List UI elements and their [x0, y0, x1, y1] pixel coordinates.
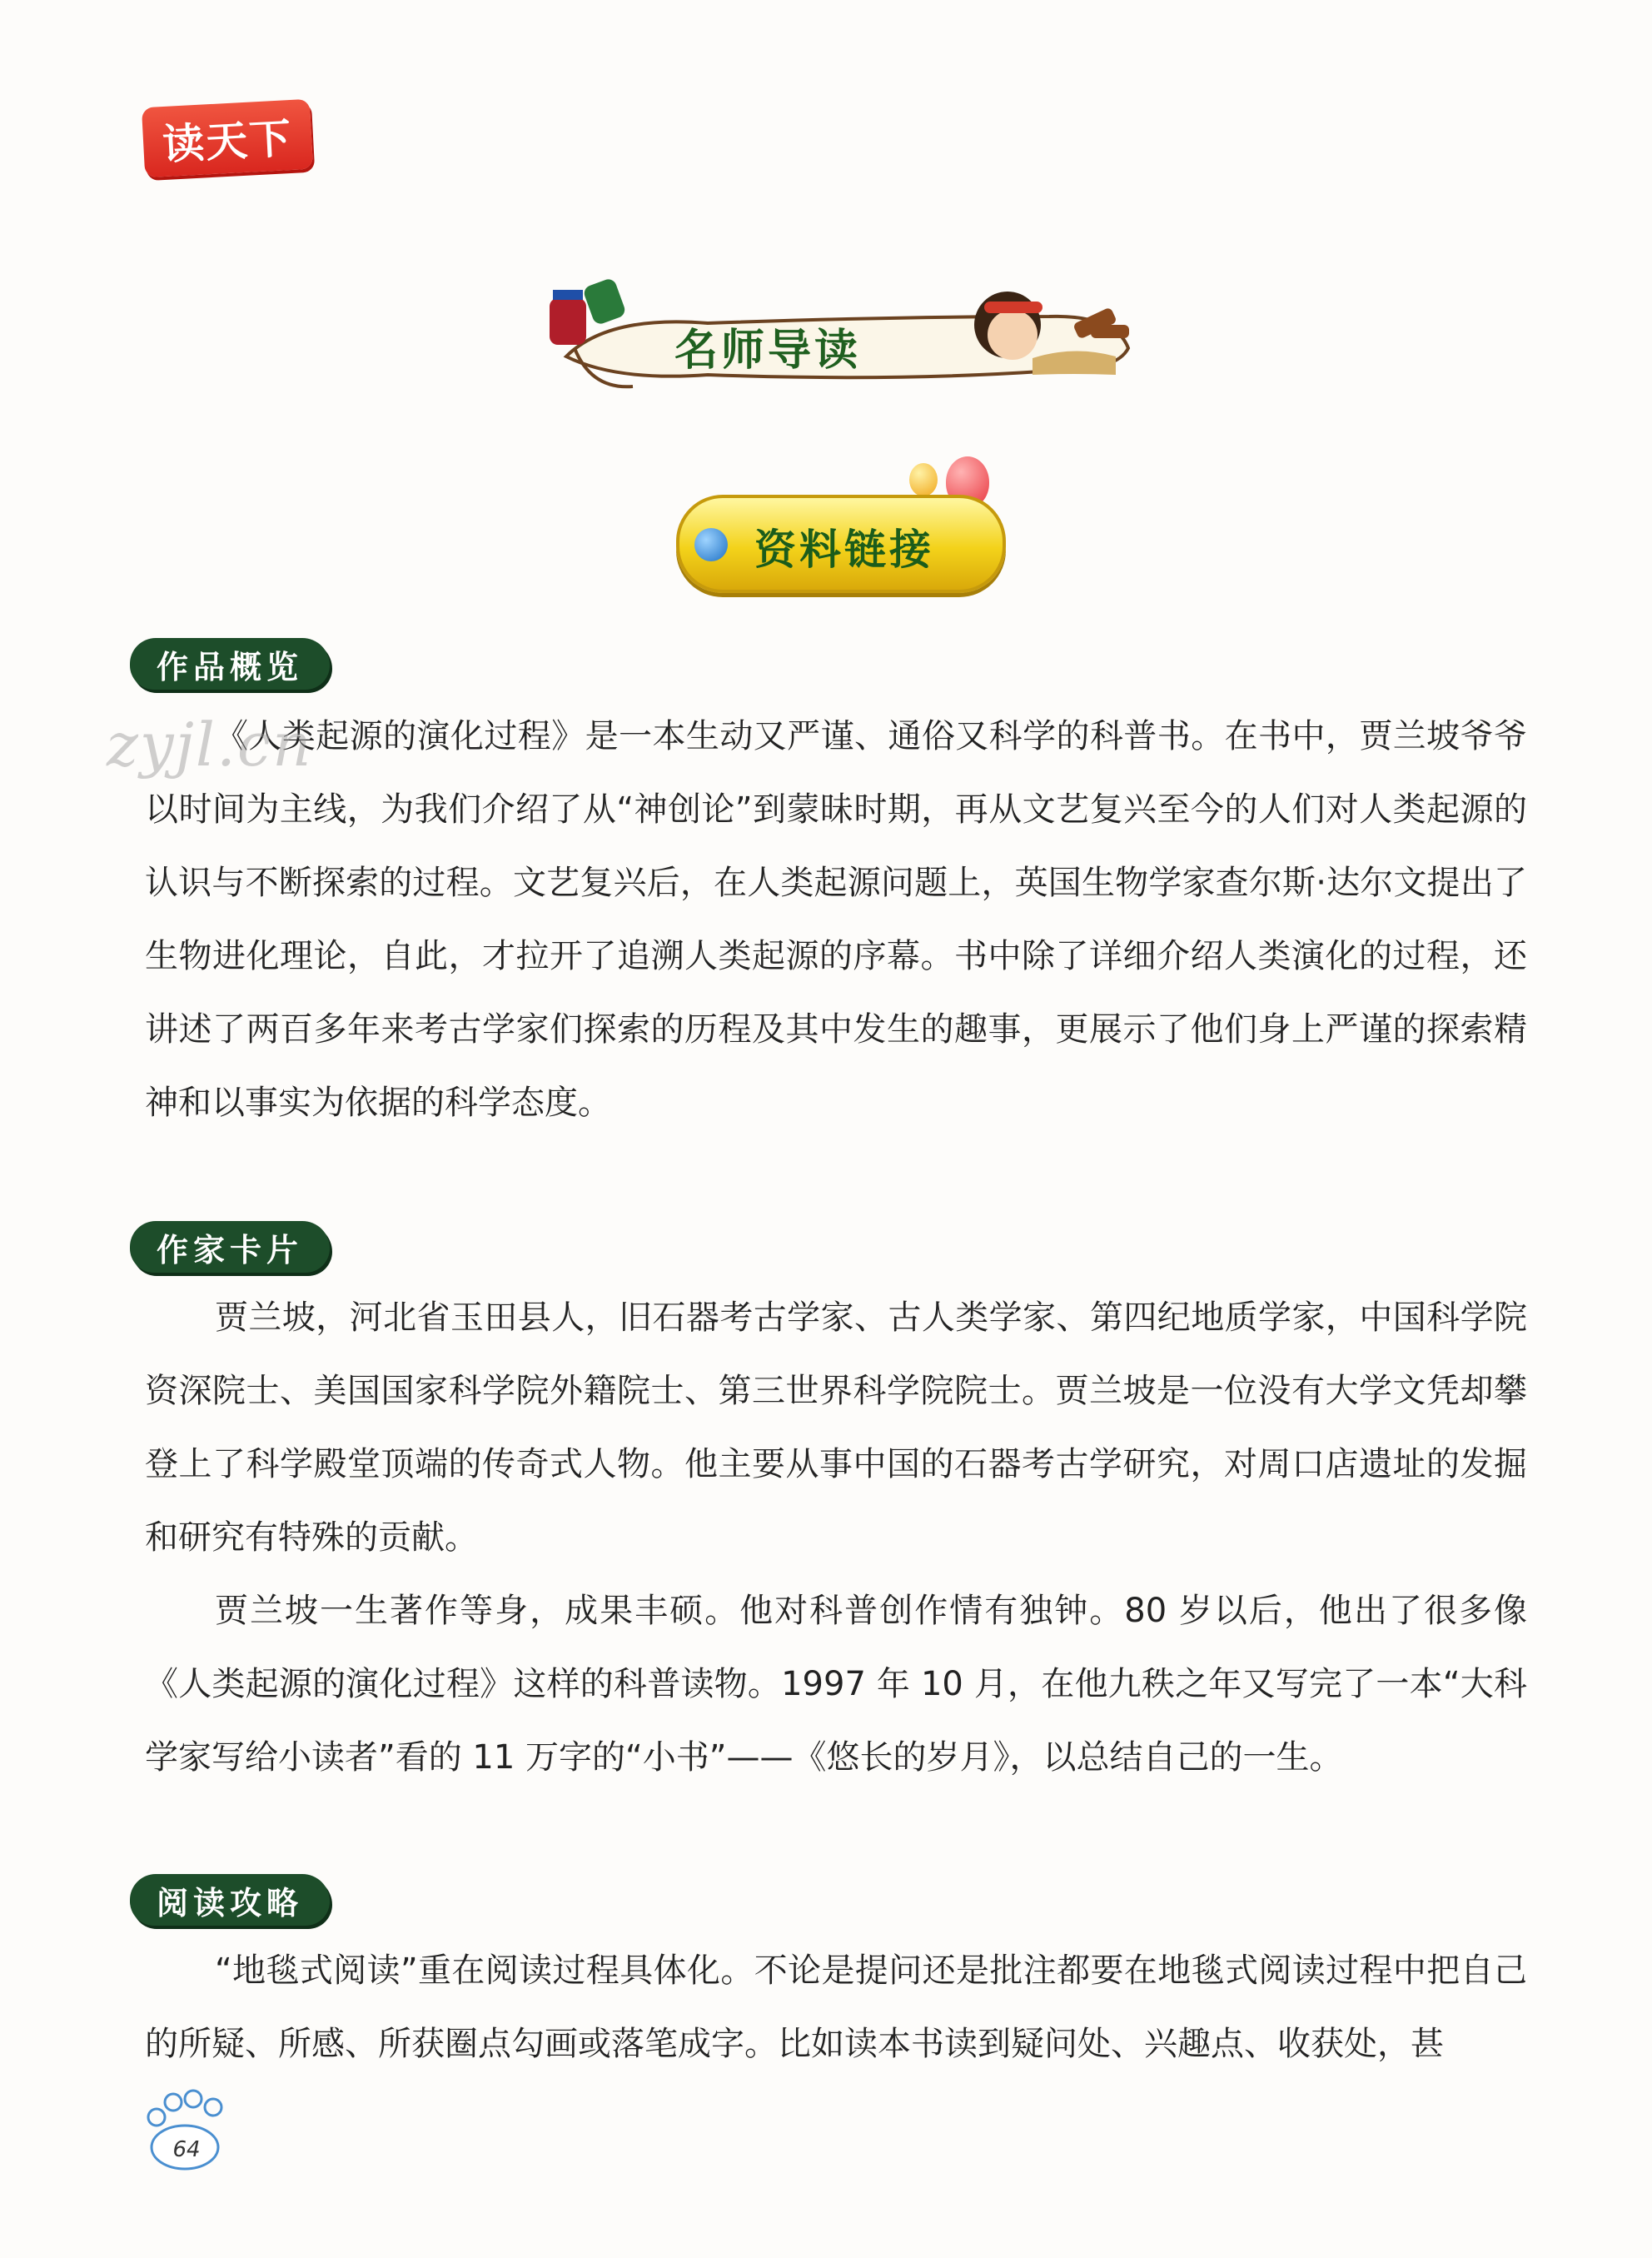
section-tag-overview: 作品概览	[130, 638, 330, 690]
brand-badge-label: 读天下	[161, 113, 294, 170]
page-number: 64	[172, 2137, 201, 2162]
author-paragraph-1: 贾兰坡，河北省玉田县人，旧石器考古学家、古人类学家、第四纪地质学家，中国科学院资深院士、美国国家科学院外籍院士、第三世界科学院院士。贾兰坡是一位没有大学文凭却攀登上了科学殿堂顶端的传奇式人物。他主要从事中国的石器考古学研究，对周口店遗址的发掘和研究有特殊的贡献。	[145, 1298, 1527, 1557]
section-tag-author: 作家卡片	[130, 1221, 330, 1273]
strategy-paragraph: “地毯式阅读”重在阅读过程具体化。不论是提问还是批注都要在地毯式阅读过程中把自己的所疑、所感、所获圈点勾画或落笔成字。比如读本书读到疑问处、兴趣点、收获处，甚	[145, 1951, 1527, 2063]
balloon-icon	[909, 463, 938, 496]
overview-paragraph: 《人类起源的演化过程》是一本生动又严谨、通俗又科学的科普书。在书中，贾兰坡爷爷以时间为主线，为我们介绍了从“神创论”到蒙昧时期，再从文艺复兴至今的人们对人类起源的认识与不断探索的过程。文艺复兴后，在人类起源问题上，英国生物学家查尔斯·达尔文提出了生物进化理论，自此，才拉开了追溯人类起源的序幕。书中除了详细介绍人类演化的过程，还讲述了两百多年来考古学家们探索的历程及其中发生的趣事，更展示了他们身上严谨的探索精神和以事实为依据的科学态度。	[145, 717, 1527, 1122]
author-paragraph-2: 贾兰坡一生著作等身，成果丰硕。他对科普创作情有独钟。80 岁以后，他出了很多像《人类起源的演化过程》这样的科普读物。1997 年 10 月，在他九秩之年又写完了一本“大科学家写给小读者”看的 11 万字的“小书”——《悠长的岁月》，以总结自己的一生。	[145, 1592, 1527, 1777]
section-banner	[541, 265, 1141, 398]
section-tag-strategy: 阅读攻略	[130, 1874, 330, 1926]
watermark: zyjl.cn	[107, 710, 313, 780]
bullet-dot-icon	[694, 528, 728, 561]
resource-link-pill	[676, 495, 1006, 593]
pill-label: 资料链接	[754, 526, 934, 574]
brand-badge	[142, 99, 313, 177]
banner-title: 名师导读	[674, 326, 862, 376]
